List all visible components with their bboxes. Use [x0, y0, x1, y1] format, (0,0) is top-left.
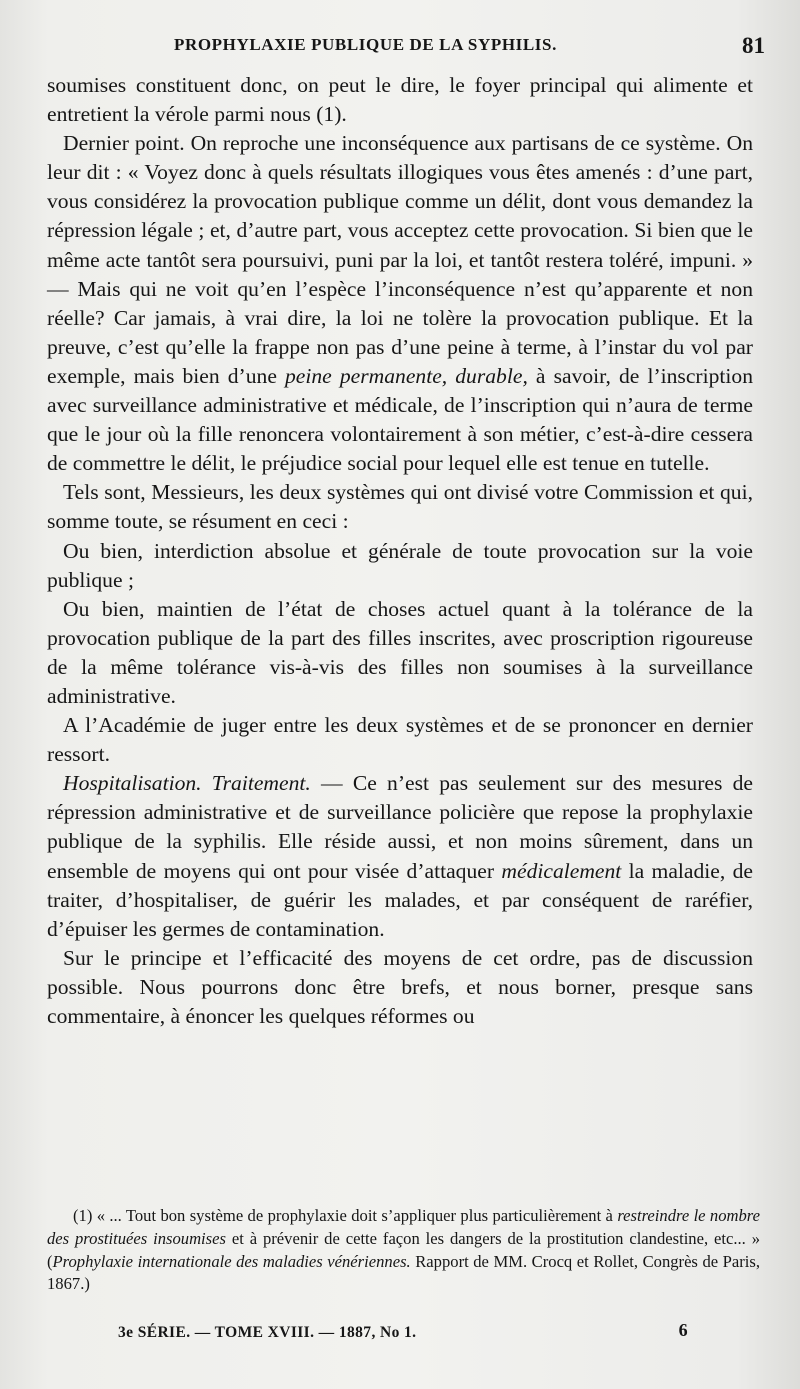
volume-info: 3e SÉRIE. — TOME XVIII. — 1887, No 1.	[118, 1324, 417, 1341]
footnote-1-italic-b: Prophylaxie internationale des maladies vénériennes.	[52, 1251, 411, 1271]
paragraph-3	[47, 478, 753, 536]
paragraph-4-text: Ou bien, interdiction absolue et générale de toute provocation sur la voie publique ;	[47, 538, 753, 592]
paragraph-6-text: A l’Académie de juger entre les deux systèmes et de se prononcer en dernier ressort.	[47, 713, 753, 767]
paragraph-7-text-a: — Ce n’est pas seulement sur des mesures de répression administrative et de surveillance policière que repose la prophylaxie publique de la syphilis. Elle réside aussi, et non moins sûrement, dans un ensemble de moyens qui ont pour visée d’attaquer	[47, 771, 753, 883]
paragraph-2-text-b: à savoir, de l’inscription avec surveillance administrative et médicale, de l’inscription qui n’aura de terme que le jour où la fille renoncera volontairement à son métier, c’est-à-dire cessera de commettre le délit, le préjudice social pour lequel elle est tenue en tutelle.	[47, 363, 754, 476]
footnote-1	[47, 1205, 760, 1296]
paragraph-7	[47, 769, 753, 944]
paragraph-5	[47, 595, 753, 711]
paragraph-7-italic: médicalement	[501, 858, 622, 883]
footnote-1-text-a: (1) « ... Tout bon système de prophylaxie doit s’appliquer plus particulièrement à	[73, 1206, 618, 1225]
paragraph-2-italic: peine permanente, durable,	[285, 363, 528, 388]
paragraph-3-text: Tels sont, Messieurs, les deux systèmes qui ont divisé votre Commission et qui, somme toute, se résument en ceci :	[47, 480, 753, 534]
paragraph-1	[47, 71, 753, 129]
section-heading-hospitalisation: Hospitalisation. Traitement.	[63, 771, 311, 796]
footnote-1-italic-a: restreindre le nombre des prostituées insoumises	[47, 1206, 761, 1248]
paragraph-8-text: Sur le principe et l’efficacité des moyens de cet ordre, pas de discussion possible. Nous pourrons donc être brefs, et nous borner, presque sans commentaire, à énoncer les quelques réformes ou	[47, 945, 753, 1028]
paragraph-1-text: soumises constituent donc, on peut le dire, le foyer principal qui alimente et entretient la vérole parmi nous (1).	[47, 73, 753, 127]
footnotes	[47, 1205, 760, 1296]
paragraph-7-text-b: la maladie, de traiter, d’hospitaliser, de guérir les malades, et par conséquent de raréfier, d’épuiser les germes de contamination.	[47, 858, 754, 941]
page-header	[40, 33, 765, 61]
paragraph-6	[47, 711, 753, 769]
page-number: 81	[742, 33, 765, 58]
paragraph-4	[47, 537, 753, 595]
body-text	[47, 71, 753, 1031]
signature-line	[118, 1320, 688, 1348]
paragraph-5-text: Ou bien, maintien de l’état de choses actuel quant à la tolérance de la provocation publique de la part des filles inscrites, avec proscription rigoureuse de la même tolérance vis-à-vis des filles non soumises à la surveillance administrative.	[47, 596, 753, 708]
paragraph-2-text-a: Dernier point. On reproche une inconséquence aux partisans de ce système. On leur dit : « Voyez donc à quels résultats illogiques vous êtes amenés : d’une part, vous considérez la provocation publique comme un délit, dont vous demandez la répression légale ; et, d’autre part, vous acceptez cette provocation. Si bien que le même acte tantôt sera poursuivi, puni par la loi, et tantôt restera toléré, impuni. » — Mais qui ne voit qu’en l’espèce l’inconséquence n’est qu’apparente et non réelle? Car jamais, à vrai dire, la loi ne tolère la provocation publique. Et la preuve, c’est qu’elle la frappe non pas d’une peine à terme, à l’instar du vol par exemple, mais bien d’une	[47, 131, 753, 388]
paragraph-2	[47, 129, 753, 478]
paragraph-8	[47, 944, 753, 1031]
footnote-1-text-c: Rapport de MM. Crocq et Rollet, Congrès de Paris, 1867.)	[47, 1251, 760, 1294]
footnote-1-text-b: et à prévenir de cette façon les dangers de la prostitution clandestine, etc... » (	[47, 1228, 760, 1271]
signature-mark: 6	[678, 1320, 688, 1340]
running-head: PROPHYLAXIE PUBLIQUE DE LA SYPHILIS.	[174, 35, 557, 54]
